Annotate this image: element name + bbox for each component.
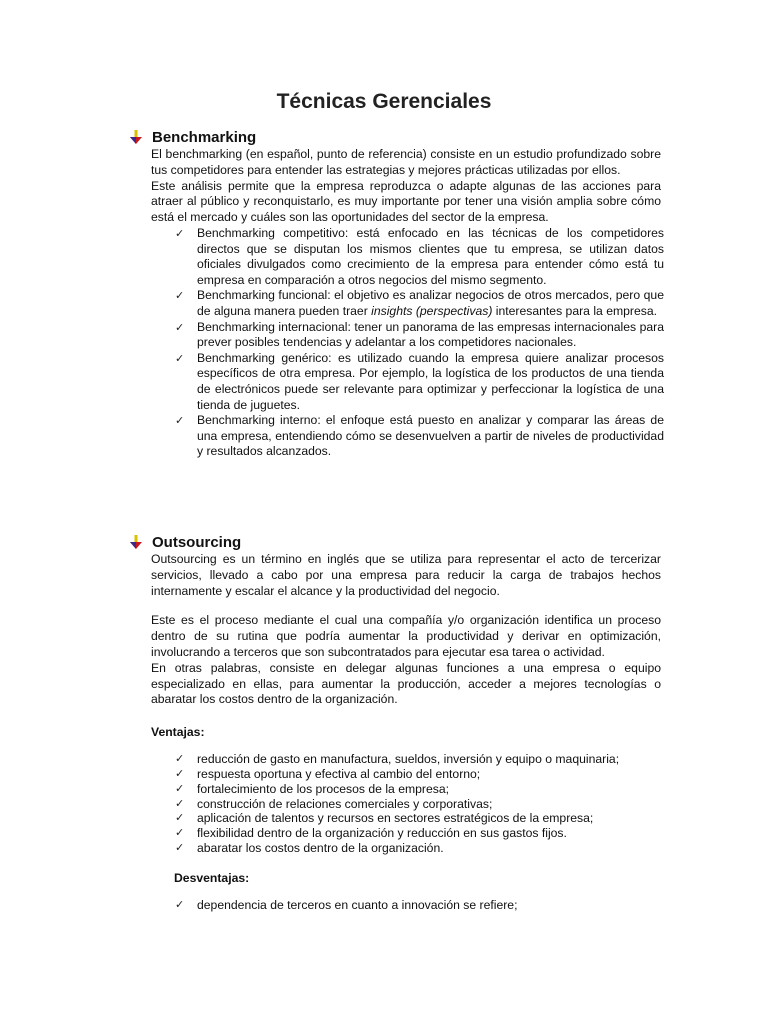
desventajas-label: Desventajas:: [174, 870, 250, 885]
benchmarking-paragraph-2: Este análisis permite que la empresa reproduzca o adapte algunas de las acciones para atraer al público y reconquistarlo, es muy importante por tener una visión amplia sobre cómo está el mercado y cuáles son las oportunidades del sector de la empresa.: [151, 178, 661, 225]
list-item: ✓ Benchmarking genérico: es utilizado cuando la empresa quiere analizar procesos específicos de otra empresa. Por ejemplo, la logística de los productos de una tienda de electrónicos puede ser relevante para optimizar y perfeccionar la logística de una tienda de juguetes.: [175, 350, 664, 412]
checkmark-icon: ✓: [175, 320, 185, 334]
arrow-down-bullet-icon: [128, 129, 144, 145]
checkmark-icon: ✓: [175, 351, 185, 365]
list-item: ✓ Benchmarking competitivo: está enfocado en las técnicas de los competidores directos que se disputan los mismos clientes que tu empresa, se utilizan datos oficiales divulgados como crecimiento de la empresa para entender cómo está tu empresa en comparación a otros negocios del mismo segmento.: [175, 225, 664, 287]
outsourcing-paragraph-2: Este es el proceso mediante el cual una compañía y/o organización identifica un proceso dentro de su rutina que podría aumentar la productividad y derivar en optimización, involucrando a terceros que son subcontratados para ejecutar esa tarea o actividad.: [151, 613, 661, 659]
outsourcing-section: [128, 532, 668, 913]
benchmarking-section: [128, 127, 668, 460]
benchmarking-types-list: [128, 226, 664, 460]
arrow-down-bullet-icon: [128, 534, 144, 550]
list-item: ✓ respuesta oportuna y efectiva al cambio del entorno;: [175, 766, 481, 781]
list-item: ✓ abaratar los costos dentro de la organización.: [175, 840, 444, 855]
benchmarking-heading: [128, 127, 668, 147]
desventajas-list: [128, 898, 664, 913]
list-item: ✓ Benchmarking internacional: tener un panorama de las empresas internacionales para prever posibles tendencias y adelantar a los competidores nacionales.: [175, 319, 664, 350]
list-item: ✓ aplicación de talentos y recursos en sectores estratégicos de la empresa;: [175, 811, 594, 826]
checkmark-icon: ✓: [175, 226, 185, 240]
list-item: ✓ reducción de gasto en manufactura, sueldos, inversión y equipo o maquinaria;: [175, 752, 620, 767]
list-item: ✓ Benchmarking interno: el enfoque está puesto en analizar y comparar las áreas de una empresa, entendiendo cómo se desenvuelven a partir de niveles de productividad y resultados alcanzados.: [175, 413, 664, 459]
list-item: ✓ fortalecimiento de los procesos de la empresa;: [175, 781, 450, 796]
checkmark-icon: ✓: [175, 766, 185, 780]
benchmarking-heading-text: Benchmarking: [152, 128, 257, 146]
list-item: ✓ flexibilidad dentro de la organización y reducción en sus gastos fijos.: [175, 826, 567, 841]
outsourcing-paragraph-3: En otras palabras, consiste en delegar algunas funciones a una empresa o equipo especializado en ellas, para aumentar la producción, acceder a mejores tecnologías o abaratar los costos dentro de la organización.: [151, 660, 661, 707]
checkmark-icon: ✓: [175, 826, 185, 840]
checkmark-icon: ✓: [175, 897, 185, 911]
page-title: Técnicas Gerenciales: [276, 90, 492, 113]
outsourcing-paragraph-1: Outsourcing es un término en inglés que se utiliza para representar el acto de tercerizar servicios, llevado a cabo por una empresa para reducir la carga de trabajos hechos internamente y escalar el alcance y la productividad del negocio.: [151, 552, 661, 598]
checkmark-icon: ✓: [175, 289, 185, 303]
checkmark-icon: ✓: [175, 840, 185, 854]
checkmark-icon: ✓: [175, 811, 185, 825]
list-item: ✓ construcción de relaciones comerciales y corporativas;: [175, 796, 493, 811]
outsourcing-heading-text: Outsourcing: [152, 533, 242, 551]
checkmark-icon: ✓: [175, 414, 185, 428]
outsourcing-heading: [128, 532, 668, 552]
list-item: ✓ dependencia de terceros en cuanto a innovación se refiere;: [175, 897, 518, 912]
checkmark-icon: ✓: [175, 796, 185, 810]
ventajas-list: [128, 752, 664, 856]
checkmark-icon: ✓: [175, 752, 185, 766]
benchmarking-paragraph-1: El benchmarking (en español, punto de referencia) consiste en un estudio profundizado sobre tus competidores para entender las estrategias y mejores prácticas utilizadas por ellos.: [151, 147, 661, 177]
list-item: ✓ Benchmarking funcional: el objetivo es analizar negocios de otros mercados, pero que de alguna manera pueden traer insights (perspectivas) interesantes para la empresa.: [175, 288, 664, 318]
ventajas-label: Ventajas:: [151, 725, 205, 740]
checkmark-icon: ✓: [175, 781, 185, 795]
